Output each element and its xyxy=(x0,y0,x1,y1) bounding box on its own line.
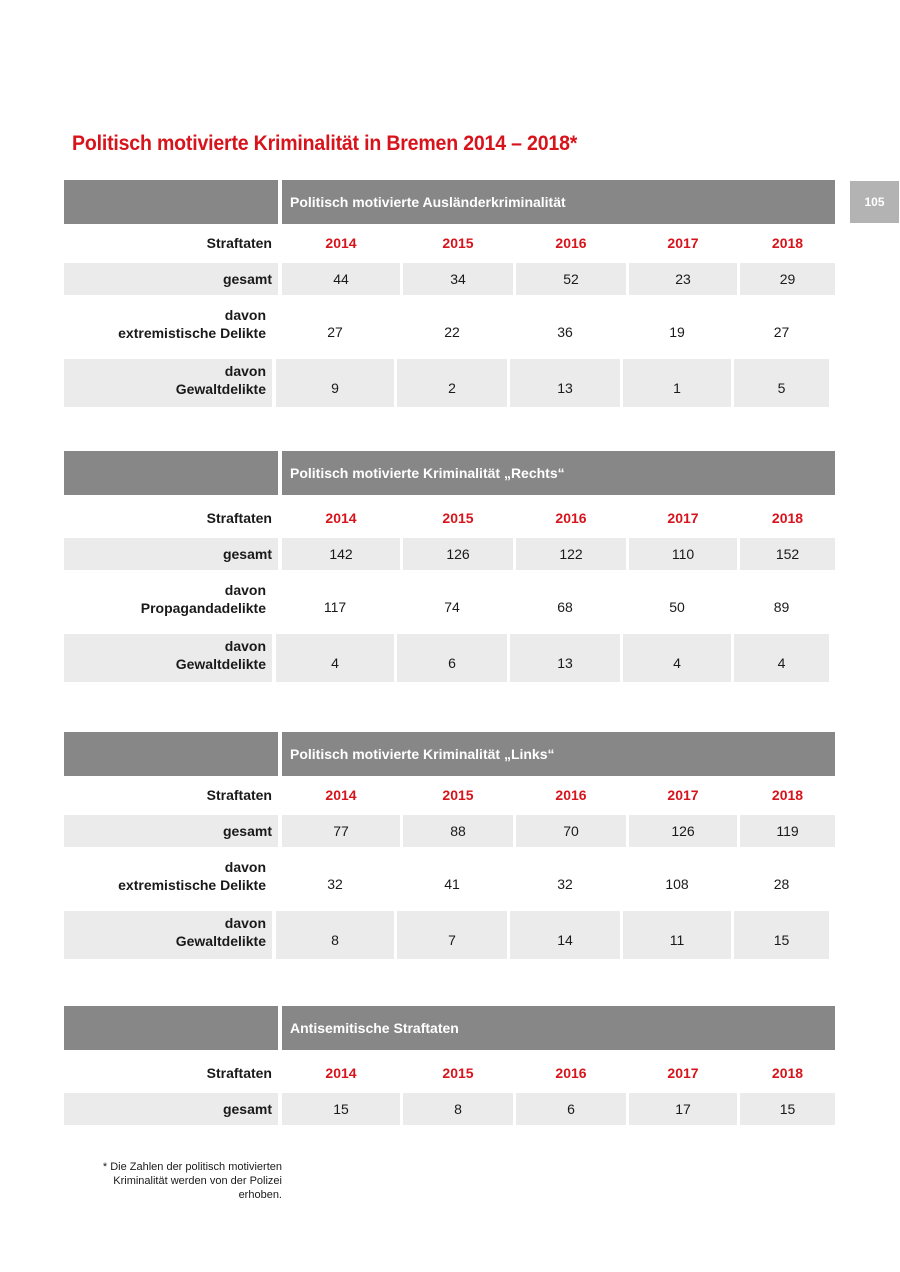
row-label-line1: davon xyxy=(224,859,266,875)
value-2017: 17 xyxy=(629,1093,737,1125)
table-row-gesamt xyxy=(64,263,835,295)
table-header xyxy=(64,451,835,495)
value-2017: 11 xyxy=(623,911,731,959)
value-2018: 28 xyxy=(773,876,790,892)
year-2016: 2016 xyxy=(555,1065,587,1081)
page-title: Politisch motivierte Kriminalität in Bremen 2014 – 2018* xyxy=(72,132,578,155)
row-label-line2: Propagandadelikte xyxy=(140,600,266,616)
value-2018: 15 xyxy=(734,911,829,959)
header-spacer xyxy=(64,732,278,776)
value-2014: 15 xyxy=(282,1093,400,1125)
table-heading: Politisch motivierte Ausländerkriminalität xyxy=(282,180,835,224)
row-label-line1: davon xyxy=(224,363,266,379)
value-2014: 77 xyxy=(282,815,400,847)
value-2016: 13 xyxy=(510,359,620,407)
value-2018: 5 xyxy=(734,359,829,407)
value-2015: 2 xyxy=(397,359,507,407)
table-header xyxy=(64,1006,835,1050)
year-2018: 2018 xyxy=(771,787,804,803)
row-label-line2: extremistische Delikte xyxy=(118,325,266,341)
row-label: gesamt xyxy=(222,823,272,839)
value-2017: 23 xyxy=(629,263,737,295)
table-heading: Antisemitische Straftaten xyxy=(282,1006,835,1050)
year-2016: 2016 xyxy=(555,235,587,251)
table-row-gesamt xyxy=(64,538,835,570)
value-2018: 27 xyxy=(773,324,790,340)
row-label-line1: davon xyxy=(224,638,266,654)
value-2018: 89 xyxy=(773,599,790,615)
table-header xyxy=(64,180,835,224)
value-2016: 70 xyxy=(516,815,626,847)
row-label-line2: Gewaltdelikte xyxy=(175,656,266,672)
value-2016: 52 xyxy=(516,263,626,295)
value-2017: 110 xyxy=(629,538,737,570)
row-label-line1: davon xyxy=(224,582,266,598)
value-2015: 74 xyxy=(444,599,460,615)
value-2017: 50 xyxy=(669,599,685,615)
value-2017: 1 xyxy=(623,359,731,407)
value-2018: 29 xyxy=(740,263,835,295)
header-spacer xyxy=(64,1006,278,1050)
value-2014: 4 xyxy=(276,634,394,682)
value-2018: 15 xyxy=(740,1093,835,1125)
years-row xyxy=(64,501,835,535)
table-row-gewaltdelikte xyxy=(64,911,835,959)
value-2016: 6 xyxy=(516,1093,626,1125)
footnote-line1: * Die Zahlen der politisch motivierten xyxy=(102,1161,282,1173)
page-number-badge: 105 xyxy=(850,181,899,223)
straftaten-label: Straftaten xyxy=(206,235,272,251)
years-row xyxy=(64,778,835,812)
year-2017: 2017 xyxy=(667,787,699,803)
year-2015: 2015 xyxy=(442,510,474,526)
value-2016: 13 xyxy=(510,634,620,682)
table-heading: Politisch motivierte Kriminalität „Links“ xyxy=(282,732,835,776)
value-2017: 19 xyxy=(669,324,685,340)
value-2015: 41 xyxy=(444,876,460,892)
value-2016: 122 xyxy=(516,538,626,570)
table-row-gesamt xyxy=(64,815,835,847)
footnote-line2: Kriminalität werden von der Polizei erhoben. xyxy=(113,1175,282,1201)
table-row-gesamt xyxy=(64,1093,835,1125)
value-2014: 27 xyxy=(327,324,343,340)
value-2017: 126 xyxy=(629,815,737,847)
value-2017: 4 xyxy=(623,634,731,682)
row-label: gesamt xyxy=(222,1101,272,1117)
year-2014: 2014 xyxy=(325,510,357,526)
year-2015: 2015 xyxy=(442,1065,474,1081)
value-2014: 8 xyxy=(276,911,394,959)
year-2014: 2014 xyxy=(325,1065,357,1081)
year-2017: 2017 xyxy=(667,1065,699,1081)
row-label: gesamt xyxy=(222,271,272,287)
value-2015: 8 xyxy=(403,1093,513,1125)
row-label: gesamt xyxy=(222,546,272,562)
value-2018: 152 xyxy=(740,538,835,570)
footnote xyxy=(72,1160,282,1202)
header-spacer xyxy=(64,180,278,224)
year-2015: 2015 xyxy=(442,787,474,803)
value-2016: 68 xyxy=(557,599,573,615)
value-2014: 9 xyxy=(276,359,394,407)
year-2014: 2014 xyxy=(325,235,357,251)
value-2018: 4 xyxy=(734,634,829,682)
header-spacer xyxy=(64,451,278,495)
value-2016: 36 xyxy=(557,324,573,340)
value-2014: 117 xyxy=(323,599,347,615)
value-2018: 119 xyxy=(740,815,835,847)
straftaten-label: Straftaten xyxy=(206,1065,272,1081)
table-row-gewaltdelikte xyxy=(64,359,835,407)
value-2014: 44 xyxy=(282,263,400,295)
row-label-line2: extremistische Delikte xyxy=(118,877,266,893)
row-label-line1: davon xyxy=(224,915,266,931)
table-row-gewaltdelikte xyxy=(64,634,835,682)
table-row-extremistische-delikte xyxy=(64,303,835,351)
value-2015: 7 xyxy=(397,911,507,959)
years-row xyxy=(64,1056,835,1090)
stat-table-auslaenderkriminalitaet xyxy=(64,180,835,407)
year-2018: 2018 xyxy=(771,510,804,526)
table-row-extremistische-delikte xyxy=(64,855,835,903)
year-2018: 2018 xyxy=(771,1065,804,1081)
row-label-line2: Gewaltdelikte xyxy=(175,381,266,397)
value-2015: 6 xyxy=(397,634,507,682)
value-2015: 34 xyxy=(403,263,513,295)
value-2014: 142 xyxy=(282,538,400,570)
row-label-line2: Gewaltdelikte xyxy=(175,933,266,949)
stat-table-rechts xyxy=(64,451,835,682)
value-2017: 108 xyxy=(665,876,689,892)
years-row xyxy=(64,226,835,260)
row-label-line1: davon xyxy=(224,307,266,323)
table-heading: Politisch motivierte Kriminalität „Rechts“ xyxy=(282,451,835,495)
year-2017: 2017 xyxy=(667,510,699,526)
year-2018: 2018 xyxy=(771,235,804,251)
stat-table-antisemitische-straftaten xyxy=(64,1006,835,1125)
value-2015: 88 xyxy=(403,815,513,847)
straftaten-label: Straftaten xyxy=(206,510,272,526)
year-2017: 2017 xyxy=(667,235,699,251)
table-row-propagandadelikte xyxy=(64,578,835,626)
value-2016: 32 xyxy=(557,876,573,892)
straftaten-label: Straftaten xyxy=(206,787,272,803)
year-2016: 2016 xyxy=(555,787,587,803)
value-2015: 22 xyxy=(444,324,460,340)
year-2015: 2015 xyxy=(442,235,474,251)
stat-table-links xyxy=(64,732,835,959)
year-2014: 2014 xyxy=(325,787,357,803)
value-2015: 126 xyxy=(403,538,513,570)
year-2016: 2016 xyxy=(555,510,587,526)
table-header xyxy=(64,732,835,776)
value-2016: 14 xyxy=(510,911,620,959)
value-2014: 32 xyxy=(327,876,343,892)
